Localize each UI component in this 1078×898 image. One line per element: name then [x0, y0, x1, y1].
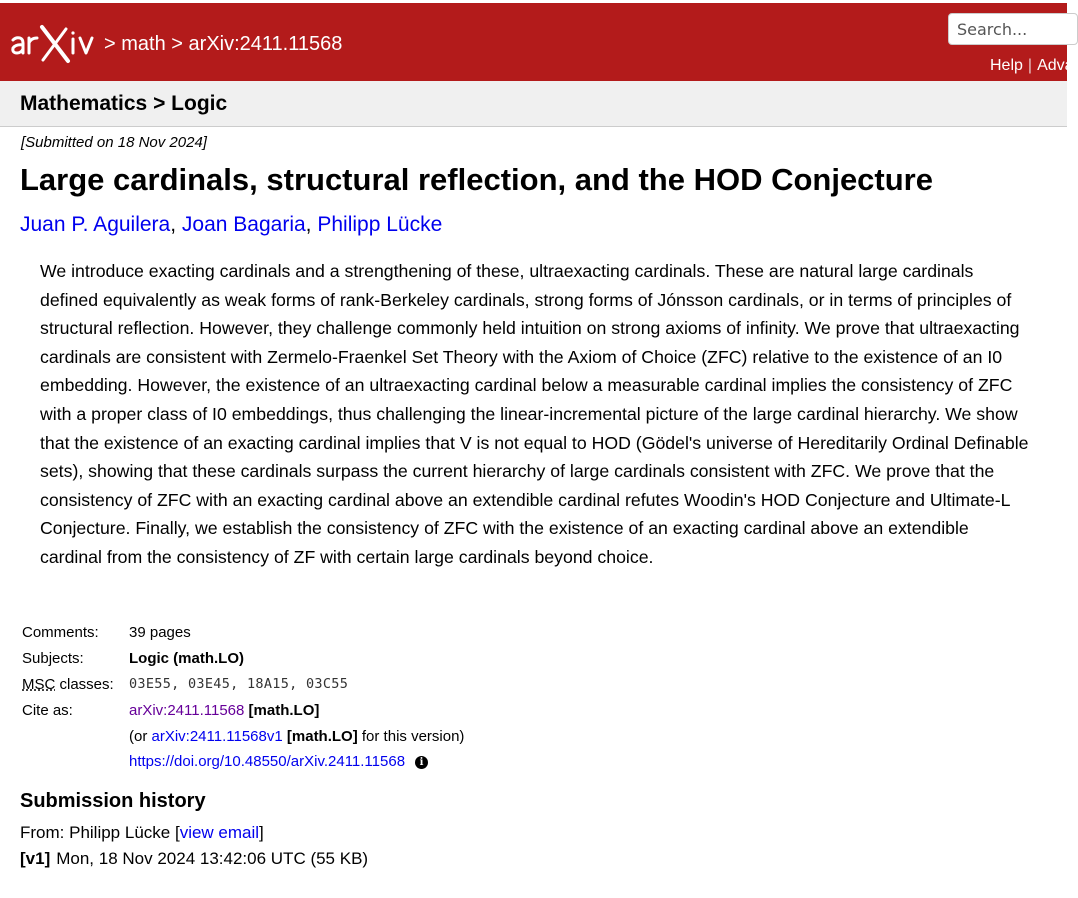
category-name: Mathematics [20, 92, 148, 115]
version-suffix: for this version) [357, 727, 465, 745]
breadcrumb-math-link[interactable]: math [121, 33, 166, 55]
arxiv-logo [10, 23, 102, 65]
doi-link[interactable]: https://doi.org/10.48550/arXiv.2411.11568 [129, 753, 406, 771]
cite-id-link[interactable]: arXiv:2411.11568 [129, 701, 245, 719]
version-tag: [math.LO] [286, 727, 358, 745]
empty-label [20, 749, 127, 775]
author-link[interactable]: Philipp Lücke [317, 213, 443, 236]
paper-title: Large cardinals, structural reflection, and the HOD Conjecture [20, 162, 933, 197]
submitter-prefix: From: Philipp Lücke [ [20, 823, 180, 842]
subjects-row [20, 646, 466, 672]
comments-label: Comments: [22, 624, 99, 642]
subjects-value: Logic (math.LO) [129, 650, 244, 668]
empty-label [20, 723, 127, 749]
breadcrumb-separator: > [171, 33, 183, 55]
search-input[interactable] [948, 13, 1078, 45]
metadata-table [20, 620, 466, 775]
breadcrumb-paper-id: arXiv:2411.11568 [188, 33, 343, 55]
msc-label-text: classes: [55, 675, 114, 693]
version-value [127, 723, 466, 749]
category-heading [20, 92, 227, 116]
version-history-entry [20, 849, 368, 869]
msc-value: 03E55, 03E45, 18A15, 03C55 [129, 676, 349, 693]
version-date: Mon, 18 Nov 2024 13:42:06 UTC (55 KB) [56, 849, 369, 868]
subjects-label: Subjects: [22, 650, 84, 668]
author-list [20, 213, 442, 237]
msc-label [20, 672, 127, 698]
help-link[interactable]: Help [990, 57, 1023, 74]
msc-abbreviation: MSC [22, 675, 56, 693]
masthead [0, 3, 1074, 81]
breadcrumb-separator: > [104, 33, 116, 55]
help-links [990, 57, 1074, 75]
cite-label: Cite as: [22, 701, 73, 719]
breadcrumb [104, 33, 342, 56]
cite-value [127, 697, 466, 723]
submission-history-heading: Submission history [20, 790, 206, 812]
author-separator: , [170, 213, 182, 236]
msc-row [20, 672, 466, 698]
comments-value: 39 pages [129, 624, 191, 642]
version-id-link[interactable]: arXiv:2411.11568v1 [151, 727, 283, 745]
author-link[interactable]: Juan P. Aguilera [20, 213, 171, 236]
submission-date: [Submitted on 18 Nov 2024] [21, 134, 207, 151]
category-separator: > [153, 92, 166, 115]
doi-value [127, 749, 466, 775]
subcategory-name: Logic [171, 92, 228, 115]
submitter-line [20, 823, 264, 843]
subheader [0, 81, 1067, 127]
cite-row [20, 697, 466, 723]
submitter-suffix: ] [259, 823, 264, 842]
version-row [20, 723, 466, 749]
cite-tag: [math.LO] [248, 701, 320, 719]
author-link[interactable]: Joan Bagaria [181, 213, 306, 236]
info-icon[interactable]: i [415, 756, 428, 769]
doi-row [20, 749, 466, 775]
view-email-link[interactable]: view email [179, 823, 260, 842]
version-prefix: (or [129, 727, 152, 745]
help-separator: | [1027, 57, 1033, 74]
advanced-search-link[interactable]: Adva [1037, 57, 1074, 74]
abstract: We introduce exacting cardinals and a strengthening of these, ultraexacting cardinals. These are natural large cardinals defined equivalently as weak forms of rank-Berkeley cardinals, strong forms of Jónsson cardinals, or in terms of principles of structural reflection. However, they challenge commonly held intuition on strong axioms of infinity. We prove that ultraexacting cardinals are consistent with Zermelo-Fraenkel Set Theory with the Axiom of Choice (ZFC) relative to the existence of an I0 embedding. However, the existence of an ultraexacting cardinal below a measurable cardinal implies the consistency of ZFC with a proper class of I0 embeddings, thus challenging the linear-incremental picture of the large cardinal hierarchy. We show that the existence of an exacting cardinal implies that V is not equal to HOD (Gödel's universe of Hereditarily Ordinal Definable sets), showing that these cardinals surpass the current hierarchy of large cardinals consistent with ZFC. We prove that the consistency of ZFC with an exacting cardinal above an extendible cardinal refutes Woodin's HOD Conjecture and Ultimate-L Conjecture. Finally, we establish the consistency of ZFC with the existence of an exacting cardinal above an extendible cardinal from the consistency of ZF with certain large cardinals beyond choice. [40, 261, 1029, 567]
author-separator: , [305, 213, 318, 236]
comments-row [20, 620, 466, 646]
version-label: [v1] [20, 849, 51, 868]
